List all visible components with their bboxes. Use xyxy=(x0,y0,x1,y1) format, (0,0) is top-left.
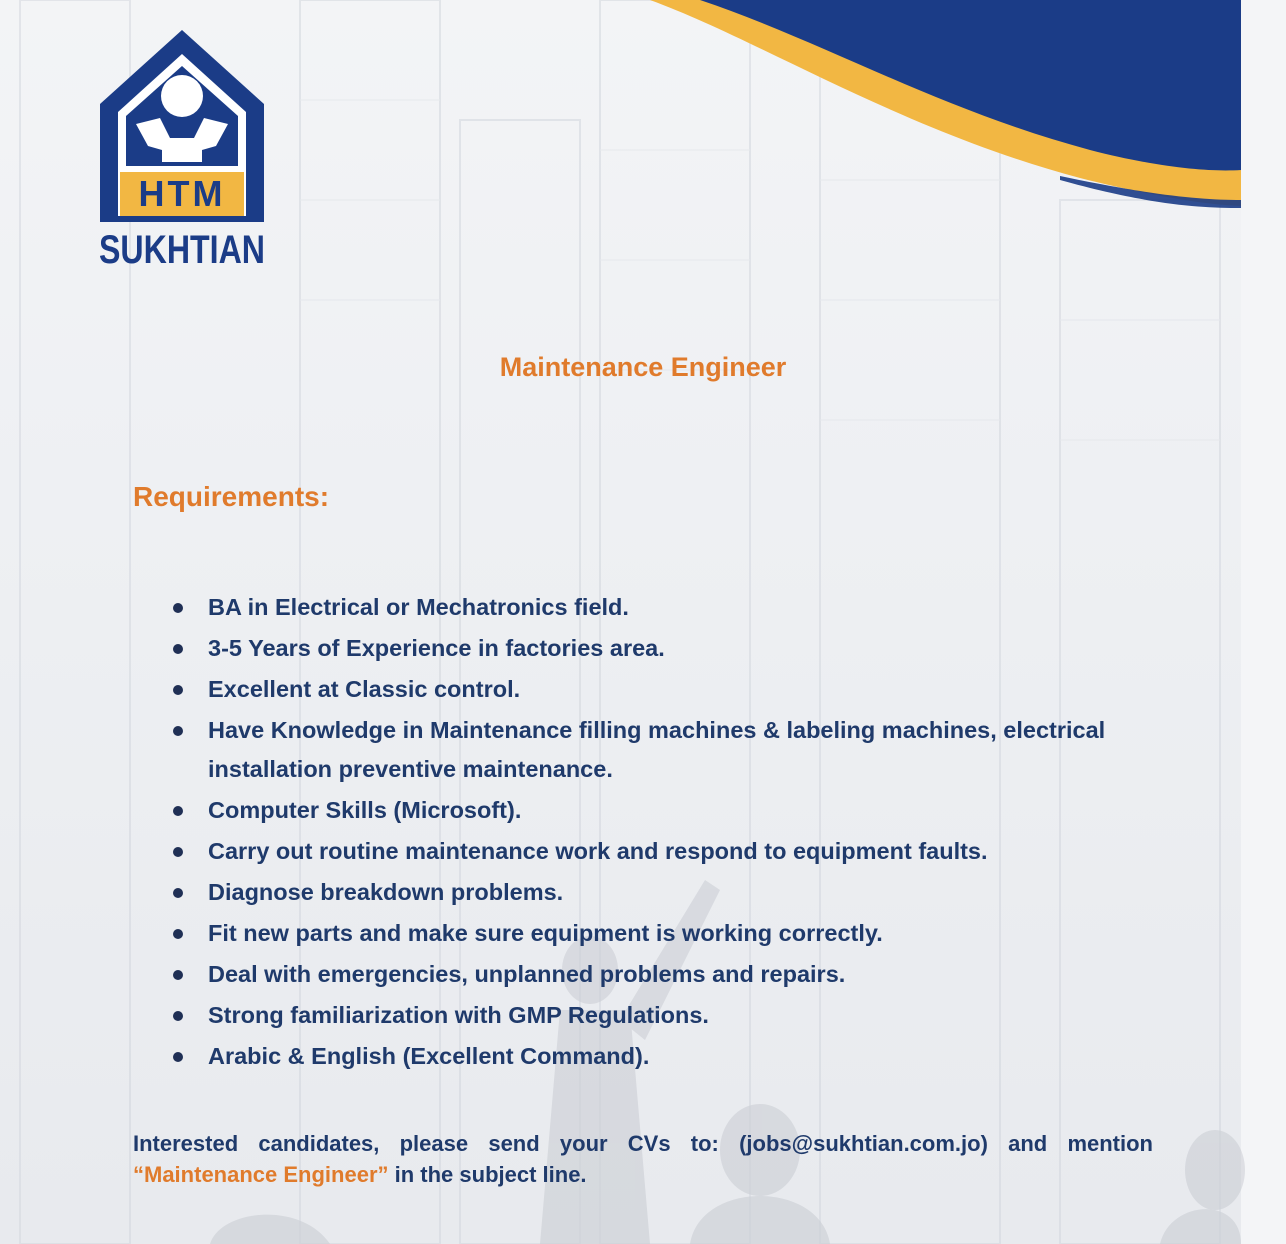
application-instructions-line2: in the subject line. xyxy=(388,1162,587,1187)
bullet-icon xyxy=(173,603,183,613)
job-title: Maintenance Engineer xyxy=(499,352,787,382)
requirement-item xyxy=(170,832,1160,871)
bullet-icon xyxy=(173,847,183,857)
bullet-icon xyxy=(173,888,183,898)
requirement-item xyxy=(170,629,1160,668)
bullet-icon xyxy=(173,806,183,816)
requirement-item xyxy=(170,791,1160,830)
requirement-text: 3-5 Years of Experience in factories area. xyxy=(208,635,665,661)
requirements-heading: Requirements: xyxy=(133,481,330,512)
subject-line-title: “Maintenance Engineer” xyxy=(133,1162,389,1187)
requirement-text: Fit new parts and make sure equipment is working correctly. xyxy=(208,920,883,946)
htm-sukhtian-logo xyxy=(96,26,268,274)
requirement-text: Diagnose breakdown problems. xyxy=(208,879,564,905)
logo-htm-text: HTM xyxy=(138,173,226,214)
requirement-text: Computer Skills (Microsoft). xyxy=(208,797,522,823)
requirements-list xyxy=(170,588,1160,1078)
requirement-text: Deal with emergencies, unplanned problems and repairs. xyxy=(208,961,846,987)
requirement-item xyxy=(170,955,1160,994)
requirement-item xyxy=(170,1037,1160,1076)
requirement-text: Have Knowledge in Maintenance filling machines & labeling machines, electrical installation preventive maintenance. xyxy=(208,717,1106,782)
requirement-text: BA in Electrical or Mechatronics field. xyxy=(208,594,629,620)
requirement-item xyxy=(170,588,1160,627)
bullet-icon xyxy=(173,1052,183,1062)
application-instructions-line1: Interested candidates, please send your CVs to: (jobs@sukhtian.com.jo) and mention xyxy=(133,1131,1153,1156)
bullet-icon xyxy=(173,685,183,695)
logo-sukhtian-text: SUKHTIAN xyxy=(99,228,265,272)
requirement-text: Excellent at Classic control. xyxy=(208,676,521,702)
requirement-item xyxy=(170,711,1160,789)
requirement-item xyxy=(170,670,1160,709)
bullet-icon xyxy=(173,644,183,654)
requirement-item xyxy=(170,873,1160,912)
requirement-item xyxy=(170,996,1160,1035)
application-instructions xyxy=(133,1128,1153,1190)
bullet-icon xyxy=(173,726,183,736)
requirement-text: Arabic & English (Excellent Command). xyxy=(208,1043,650,1069)
requirement-text: Carry out routine maintenance work and respond to equipment faults. xyxy=(208,838,988,864)
bullet-icon xyxy=(173,929,183,939)
bullet-icon xyxy=(173,970,183,980)
requirement-item xyxy=(170,914,1160,953)
bullet-icon xyxy=(173,1011,183,1021)
requirement-text: Strong familiarization with GMP Regulations. xyxy=(208,1002,709,1028)
